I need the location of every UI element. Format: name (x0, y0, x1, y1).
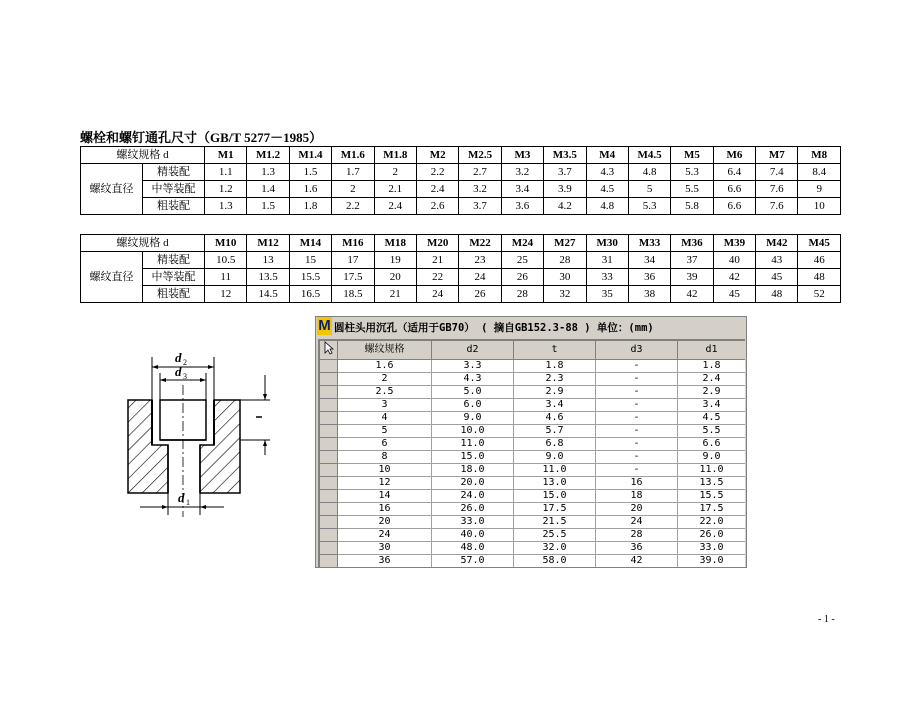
fit-label: 粗装配 (143, 198, 205, 215)
grid-cell[interactable]: 58.0 (514, 555, 596, 568)
grid-cell[interactable]: 14 (338, 490, 432, 503)
size-header: M2.5 (459, 147, 501, 164)
size-header: M10 (205, 235, 247, 252)
grid-cell[interactable]: 48.0 (432, 542, 514, 555)
table-cell: 2 (374, 164, 416, 181)
table-row (81, 181, 841, 198)
grid-cell[interactable]: 15.0 (432, 451, 514, 464)
table-cell: 9 (798, 181, 841, 198)
size-header: M27 (544, 235, 586, 252)
table-cell: 6.6 (713, 181, 755, 198)
table-cell: 8.4 (798, 164, 841, 181)
grid-row[interactable] (320, 399, 746, 412)
grid-cell[interactable]: 4.6 (514, 412, 596, 425)
table-cell: 2.6 (416, 198, 458, 215)
workpiece-left (128, 400, 168, 493)
grid-cell[interactable]: 3 (338, 399, 432, 412)
window-title: 圆柱头用沉孔（适用于GB70） ( 摘自GB152.3-88 ) 单位：(mm) (334, 322, 654, 334)
grid-cell[interactable]: 36 (596, 542, 678, 555)
grid-row[interactable] (320, 360, 746, 373)
data-grid[interactable] (318, 339, 745, 567)
table-cell: 48 (798, 269, 841, 286)
table-cell: 13 (247, 252, 289, 269)
size-header: M1.4 (289, 147, 331, 164)
table-cell: 48 (756, 286, 798, 303)
grid-cell[interactable]: 6.8 (514, 438, 596, 451)
clearance-hole-table-1 (80, 146, 841, 215)
grid-cell[interactable]: 30 (338, 542, 432, 555)
table-cell: 3.7 (459, 198, 501, 215)
grid-cell[interactable]: 11.0 (678, 464, 746, 477)
table-cell: 1.3 (205, 198, 247, 215)
grid-cell[interactable]: 33.0 (432, 516, 514, 529)
table-cell: 4.3 (586, 164, 628, 181)
table-cell: 21 (416, 252, 458, 269)
grid-cell[interactable]: 6.0 (432, 399, 514, 412)
table-cell: 5.8 (671, 198, 713, 215)
grid-cell[interactable]: - (596, 451, 678, 464)
grid-cell[interactable]: - (596, 373, 678, 386)
d3-label: d (175, 364, 182, 379)
grid-cell[interactable]: 6.6 (678, 438, 746, 451)
row-selector[interactable] (320, 451, 338, 464)
table-cell: 23 (459, 252, 501, 269)
grid-cell[interactable]: 24 (338, 529, 432, 542)
size-header: M1.6 (332, 147, 374, 164)
grid-cell[interactable]: 17.5 (678, 503, 746, 516)
table-cell: 19 (374, 252, 416, 269)
size-header: M33 (628, 235, 670, 252)
grid-cell[interactable]: - (596, 438, 678, 451)
table-cell: 34 (628, 252, 670, 269)
fit-label: 精装配 (143, 252, 205, 269)
table-cell: 1.5 (247, 198, 289, 215)
grid-cell[interactable]: 2.3 (514, 373, 596, 386)
grid-cell[interactable]: - (596, 399, 678, 412)
dimension-t (240, 375, 270, 455)
grid-cell[interactable]: 32.0 (514, 542, 596, 555)
size-header: M6 (713, 147, 755, 164)
fit-label: 中等装配 (143, 181, 205, 198)
svg-text:1: 1 (186, 498, 190, 507)
cursor-icon (324, 341, 334, 355)
grid-row[interactable] (320, 490, 746, 503)
grid-cell[interactable]: 40.0 (432, 529, 514, 542)
size-header: M20 (416, 235, 458, 252)
row-selector[interactable] (320, 555, 338, 568)
row-selector[interactable] (320, 490, 338, 503)
table-cell: 1.1 (205, 164, 247, 181)
table-cell: 5.3 (671, 164, 713, 181)
table-cell: 13.5 (247, 269, 289, 286)
grid-cell[interactable]: 9.0 (432, 412, 514, 425)
table-cell: 5.3 (628, 198, 670, 215)
page-number: - 1 - (818, 614, 835, 625)
grid-cell[interactable]: 17.5 (514, 503, 596, 516)
table-cell: 17 (332, 252, 374, 269)
grid-cell[interactable]: - (596, 360, 678, 373)
row-selector[interactable] (320, 464, 338, 477)
table-row (81, 269, 841, 286)
document-title: 螺栓和螺钉通孔尺寸（GB/T 5277－1985） (80, 130, 323, 145)
table-cell: 39 (671, 269, 713, 286)
grid-cell[interactable]: 2.4 (678, 373, 746, 386)
table-cell: 3.6 (501, 198, 543, 215)
table-row (81, 164, 841, 181)
row-selector-header[interactable] (320, 341, 338, 360)
svg-text:2: 2 (183, 358, 187, 367)
size-header: M3 (501, 147, 543, 164)
group-label: 螺纹直径 (81, 164, 143, 215)
grid-row[interactable] (320, 503, 746, 516)
row-selector[interactable] (320, 503, 338, 516)
grid-cell[interactable]: 1.8 (678, 360, 746, 373)
table-cell: 5 (628, 181, 670, 198)
row-selector[interactable] (320, 477, 338, 490)
grid-cell[interactable]: 2.5 (338, 386, 432, 399)
table-cell: 16.5 (289, 286, 331, 303)
grid-cell[interactable]: 12 (338, 477, 432, 490)
size-header: M7 (756, 147, 798, 164)
table-cell: 24 (416, 286, 458, 303)
grid-cell[interactable]: 13.0 (514, 477, 596, 490)
group-label: 螺纹直径 (81, 252, 143, 303)
table-cell: 46 (798, 252, 841, 269)
column-header[interactable]: d1 (678, 341, 746, 360)
size-header: M4.5 (628, 147, 670, 164)
table-cell: 21 (374, 286, 416, 303)
table-cell: 20 (374, 269, 416, 286)
table-cell: 31 (586, 252, 628, 269)
row-selector[interactable] (320, 516, 338, 529)
grid-cell[interactable]: 21.5 (514, 516, 596, 529)
grid-cell[interactable]: 2.9 (514, 386, 596, 399)
table-cell: 37 (671, 252, 713, 269)
table-cell: 32 (544, 286, 586, 303)
grid-row[interactable] (320, 451, 746, 464)
table-cell: 38 (628, 286, 670, 303)
row-selector[interactable] (320, 360, 338, 373)
clearance-hole-table-2 (80, 234, 841, 303)
grid-row[interactable] (320, 425, 746, 438)
grid-cell[interactable]: 20 (596, 503, 678, 516)
grid-cell[interactable]: 3.4 (678, 399, 746, 412)
table-cell: 3.2 (501, 164, 543, 181)
column-header[interactable]: d2 (432, 341, 514, 360)
table-cell: 4.8 (628, 164, 670, 181)
grid-cell[interactable]: 25.5 (514, 529, 596, 542)
table-cell: 12 (205, 286, 247, 303)
size-header: M36 (671, 235, 713, 252)
size-header: M39 (713, 235, 755, 252)
grid-cell[interactable]: 36 (338, 555, 432, 568)
d2-label: d (175, 350, 182, 365)
table-cell: 17.5 (332, 269, 374, 286)
grid-cell[interactable]: 10.0 (432, 425, 514, 438)
size-header: M12 (247, 235, 289, 252)
size-header: M4 (586, 147, 628, 164)
table-cell: 1.3 (247, 164, 289, 181)
grid-row[interactable] (320, 386, 746, 399)
grid-cell[interactable]: 16 (338, 503, 432, 516)
grid-cell[interactable]: 20.0 (432, 477, 514, 490)
table-cell: 45 (756, 269, 798, 286)
fit-label: 中等装配 (143, 269, 205, 286)
table-cell: 33 (586, 269, 628, 286)
grid-cell[interactable]: 18 (596, 490, 678, 503)
table-cell: 1.4 (247, 181, 289, 198)
row-selector[interactable] (320, 373, 338, 386)
grid-row[interactable] (320, 542, 746, 555)
grid-cell[interactable]: - (596, 386, 678, 399)
table-header-row (81, 147, 841, 164)
table-cell: 24 (459, 269, 501, 286)
table-cell: 36 (628, 269, 670, 286)
row-selector[interactable] (320, 412, 338, 425)
size-header: M1.2 (247, 147, 289, 164)
table-cell: 18.5 (332, 286, 374, 303)
fit-label: 粗装配 (143, 286, 205, 303)
table-cell: 1.6 (289, 181, 331, 198)
table-cell: 45 (713, 286, 755, 303)
grid-row[interactable] (320, 412, 746, 425)
grid-cell[interactable]: 5 (338, 425, 432, 438)
grid-cell[interactable]: 13.5 (678, 477, 746, 490)
table-cell: 42 (671, 286, 713, 303)
table-row (81, 198, 841, 215)
table-cell: 7.6 (756, 181, 798, 198)
grid-cell[interactable]: 9.0 (514, 451, 596, 464)
grid-cell[interactable]: 20 (338, 516, 432, 529)
grid-cell[interactable]: - (596, 412, 678, 425)
table-cell: 42 (713, 269, 755, 286)
grid-cell[interactable]: 11.0 (432, 438, 514, 451)
counterbore-window (315, 316, 747, 568)
table-cell: 6.6 (713, 198, 755, 215)
grid-cell[interactable]: 5.7 (514, 425, 596, 438)
grid-cell[interactable]: 28 (596, 529, 678, 542)
grid-cell[interactable]: 11.0 (514, 464, 596, 477)
grid-row[interactable] (320, 516, 746, 529)
size-header: M30 (586, 235, 628, 252)
table-cell: 14.5 (247, 286, 289, 303)
grid-cell[interactable]: 1.6 (338, 360, 432, 373)
table-cell: 2.1 (374, 181, 416, 198)
table-cell: 28 (544, 252, 586, 269)
grid-cell[interactable]: 16 (596, 477, 678, 490)
table-cell: 3.2 (459, 181, 501, 198)
row-selector[interactable] (320, 386, 338, 399)
column-header[interactable]: t (514, 341, 596, 360)
grid-cell[interactable]: 24.0 (432, 490, 514, 503)
table-cell: 22 (416, 269, 458, 286)
svg-text:3: 3 (183, 372, 187, 381)
size-header: M3.5 (544, 147, 586, 164)
table-cell: 7.4 (756, 164, 798, 181)
table-cell: 1.2 (205, 181, 247, 198)
size-header: M14 (289, 235, 331, 252)
table-cell: 43 (756, 252, 798, 269)
table-cell: 1.5 (289, 164, 331, 181)
row-selector[interactable] (320, 425, 338, 438)
table-cell: 2.2 (332, 198, 374, 215)
grid-cell[interactable]: 4 (338, 412, 432, 425)
size-header: M5 (671, 147, 713, 164)
row-selector[interactable] (320, 438, 338, 451)
table-cell: 40 (713, 252, 755, 269)
grid-cell[interactable]: 8 (338, 451, 432, 464)
table-cell: 25 (501, 252, 543, 269)
grid-cell[interactable]: 42 (596, 555, 678, 568)
grid-cell[interactable]: 3.3 (432, 360, 514, 373)
counterbore-drawing (120, 345, 280, 525)
grid-cell[interactable]: - (596, 425, 678, 438)
grid-row[interactable] (320, 438, 746, 451)
size-header: M18 (374, 235, 416, 252)
size-header: M22 (459, 235, 501, 252)
grid-cell[interactable]: 5.0 (432, 386, 514, 399)
grid-cell[interactable]: 2 (338, 373, 432, 386)
table-cell: 6.4 (713, 164, 755, 181)
table-cell: 5.5 (671, 181, 713, 198)
header-label: 螺纹规格 d (81, 147, 205, 164)
table-cell: 10.5 (205, 252, 247, 269)
size-header: M1.8 (374, 147, 416, 164)
grid-cell[interactable]: 9.0 (678, 451, 746, 464)
grid-cell[interactable]: 33.0 (678, 542, 746, 555)
grid-cell[interactable]: 1.8 (514, 360, 596, 373)
grid-cell[interactable]: 57.0 (432, 555, 514, 568)
table-cell: 2.7 (459, 164, 501, 181)
grid-cell[interactable]: 5.5 (678, 425, 746, 438)
app-m-icon: M (318, 317, 331, 334)
grid-cell[interactable]: 24 (596, 516, 678, 529)
table-cell: 1.7 (332, 164, 374, 181)
size-header: M8 (798, 147, 841, 164)
row-selector[interactable] (320, 529, 338, 542)
table-cell: 35 (586, 286, 628, 303)
grid-cell[interactable]: 15.5 (678, 490, 746, 503)
table-cell: 11 (205, 269, 247, 286)
row-selector[interactable] (320, 399, 338, 412)
grid-row[interactable] (320, 529, 746, 542)
grid-cell[interactable]: 15.0 (514, 490, 596, 503)
grid-cell[interactable]: 6 (338, 438, 432, 451)
table-header-row (81, 235, 841, 252)
table-cell: 3.9 (544, 181, 586, 198)
table-cell: 3.4 (501, 181, 543, 198)
table-cell: 1.8 (289, 198, 331, 215)
grid-header-row (320, 341, 746, 360)
grid-row[interactable] (320, 477, 746, 490)
grid-cell[interactable]: 18.0 (432, 464, 514, 477)
grid-cell[interactable]: 39.0 (678, 555, 746, 568)
grid-cell[interactable]: 4.3 (432, 373, 514, 386)
size-header: M42 (756, 235, 798, 252)
grid-cell[interactable]: 26.0 (678, 529, 746, 542)
window-title-bar[interactable] (316, 317, 746, 336)
table-cell: 2 (332, 181, 374, 198)
table-cell: 2.2 (416, 164, 458, 181)
grid-row[interactable] (320, 464, 746, 477)
grid-row[interactable] (320, 373, 746, 386)
table-cell: 2.4 (374, 198, 416, 215)
table-cell: 2.4 (416, 181, 458, 198)
table-row (81, 252, 841, 269)
table-cell: 4.2 (544, 198, 586, 215)
grid-cell[interactable]: 22.0 (678, 516, 746, 529)
grid-row[interactable] (320, 555, 746, 568)
grid-cell[interactable]: 4.5 (678, 412, 746, 425)
column-header[interactable]: d3 (596, 341, 678, 360)
column-header[interactable]: 螺纹规格 (338, 341, 432, 360)
table-cell: 28 (501, 286, 543, 303)
grid-cell[interactable]: - (596, 464, 678, 477)
grid-cell[interactable]: 26.0 (432, 503, 514, 516)
table-cell: 30 (544, 269, 586, 286)
table-cell: 52 (798, 286, 841, 303)
table-cell: 4.8 (586, 198, 628, 215)
table-cell: 15.5 (289, 269, 331, 286)
grid-cell[interactable]: 2.9 (678, 386, 746, 399)
table-cell: 7.6 (756, 198, 798, 215)
table-cell: 26 (501, 269, 543, 286)
table-cell: 3.7 (544, 164, 586, 181)
size-header: M16 (332, 235, 374, 252)
grid-cell[interactable]: 10 (338, 464, 432, 477)
table-cell: 10 (798, 198, 841, 215)
fit-label: 精装配 (143, 164, 205, 181)
grid-cell[interactable]: 3.4 (514, 399, 596, 412)
size-header: M2 (416, 147, 458, 164)
table-cell: 26 (459, 286, 501, 303)
table-cell: 15 (289, 252, 331, 269)
size-header: M1 (205, 147, 247, 164)
table-row (81, 286, 841, 303)
row-selector[interactable] (320, 542, 338, 555)
d1-label: d (178, 490, 185, 505)
header-label: 螺纹规格 d (81, 235, 205, 252)
size-header: M24 (501, 235, 543, 252)
size-header: M45 (798, 235, 841, 252)
table-cell: 4.5 (586, 181, 628, 198)
